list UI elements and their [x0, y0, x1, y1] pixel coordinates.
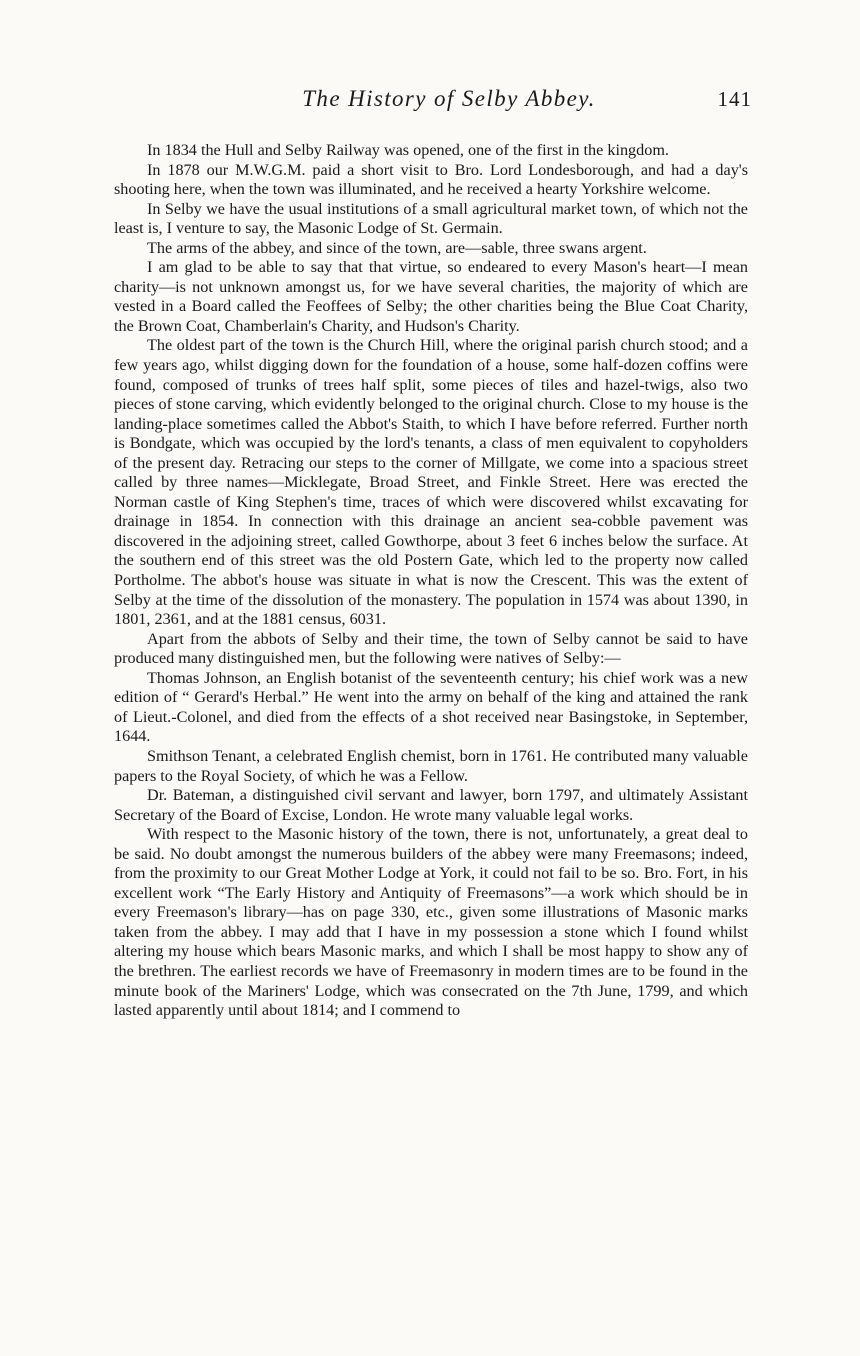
- paragraph-smithson-tenant: Smithson Tenant, a celebrated English chemist, born in 1761. He contributed many valuable papers to the Royal Society, of which he was a Fellow.: [114, 746, 748, 785]
- paragraph-masonic-history: With respect to the Masonic history of the town, there is not, unfortunately, a great deal to be said. No doubt amongst the numerous builders of the abbey were many Freemasons; indeed, from the proximity to our Great Mother Lodge at York, it could not fail to be so. Bro. Fort, in his excellent work “The Early History and Antiquity of Freemasons”—a work which should be in every Freemason's library—has on page 330, etc., given some illustrations of Masonic marks taken from the abbey. I may add that I have in my possession a stone which I found whilst altering my house which bears Masonic marks, and which I shall be most happy to show any of the brethren. The earliest records we have of Freemasonry in modern times are to be found in the minute book of the Mariners' Lodge, which was consecrated on the 7th June, 1799, and which lasted apparently until about 1814; and I commend to: [114, 825, 748, 1020]
- paragraph-railway: In 1834 the Hull and Selby Railway was opened, one of the first in the kingdom.: [147, 141, 669, 159]
- page-number: 141: [717, 87, 752, 111]
- body-text: [114, 141, 748, 1021]
- paragraph-charities: I am glad to be able to say that that virtue, so endeared to every Mason's heart—I mean charity—is not unknown amongst us, for we have several charities, the majority of which are vested in a Board called the Feoffees of Selby; the other charities being the Blue Coat Charity, the Brown Coat, Chamberlain's Charity, and Hudson's Charity.: [114, 258, 748, 335]
- paragraph-distinguished-men: Apart from the abbots of Selby and their time, the town of Selby cannot be said to have produced many distinguished men, but the following were natives of Selby:—: [114, 629, 748, 668]
- paragraph-dr-bateman: Dr. Bateman, a distinguished civil servant and lawyer, born 1797, and ultimately Assistant Secretary of the Board of Excise, London. He wrote many valuable legal works.: [114, 786, 748, 824]
- paragraph-oldest-part: The oldest part of the town is the Church Hill, where the original parish church stood; and a few years ago, whilst digging down for the foundation of a house, some half-dozen coffins were found, composed of trunks of trees half split, some pieces of tiles and hazel-twigs, also two pieces of stone carving, which evidently belonged to the original church. Close to my house is the landing-place sometimes called the Abbot's Staith, to which I have before referred. Further north is Bondgate, which was occupied by the lord's tenants, a class of men equivalent to copyholders of the present day. Retracing our steps to the corner of Millgate, we come into a spacious street called by three names—Micklegate, Broad Street, and Finkle Street. Here was erected the Norman castle of King Stephen's time, traces of which were discovered whilst excavating for drainage in 1854. In connection with this drainage an ancient sea-cobble pavement was discovered in the adjoining street, called Gowthorpe, about 3 feet 6 inches below the surface. At the southern end of this street was the old Postern Gate, which led to the property now called Portholme. The abbot's house was situate in what is now the Crescent. This was the extent of Selby at the time of the dissolution of the monastery. The population in 1574 was about 1390, in 1801, 2361, and at the 1881 census, 6031.: [114, 336, 748, 629]
- paragraph-thomas-johnson: Thomas Johnson, an English botanist of the seventeenth century; his chief work was a new edition of “ Gerard's Herbal.” He went into the army on behalf of the king and attained the rank of Lieut.-Colonel, and died from the effects of a shot received near Basingstoke, in September, 1644.: [114, 668, 748, 746]
- paragraph-grand-master-visit: In 1878 our M.W.G.M. paid a short visit to Bro. Lord Londesborough, and had a day's shooting here, when the town was illuminated, and he received a hearty Yorkshire welcome.: [114, 160, 748, 199]
- paragraph-institutions: In Selby we have the usual institutions of a small agricultural market town, of which not the least is, I venture to say, the Masonic Lodge of St. Germain.: [114, 199, 748, 238]
- paragraph-arms: The arms of the abbey, and since of the town, are—sable, three swans argent.: [147, 238, 647, 257]
- running-head: [146, 86, 752, 116]
- running-title: The History of Selby Abbey.: [302, 86, 596, 111]
